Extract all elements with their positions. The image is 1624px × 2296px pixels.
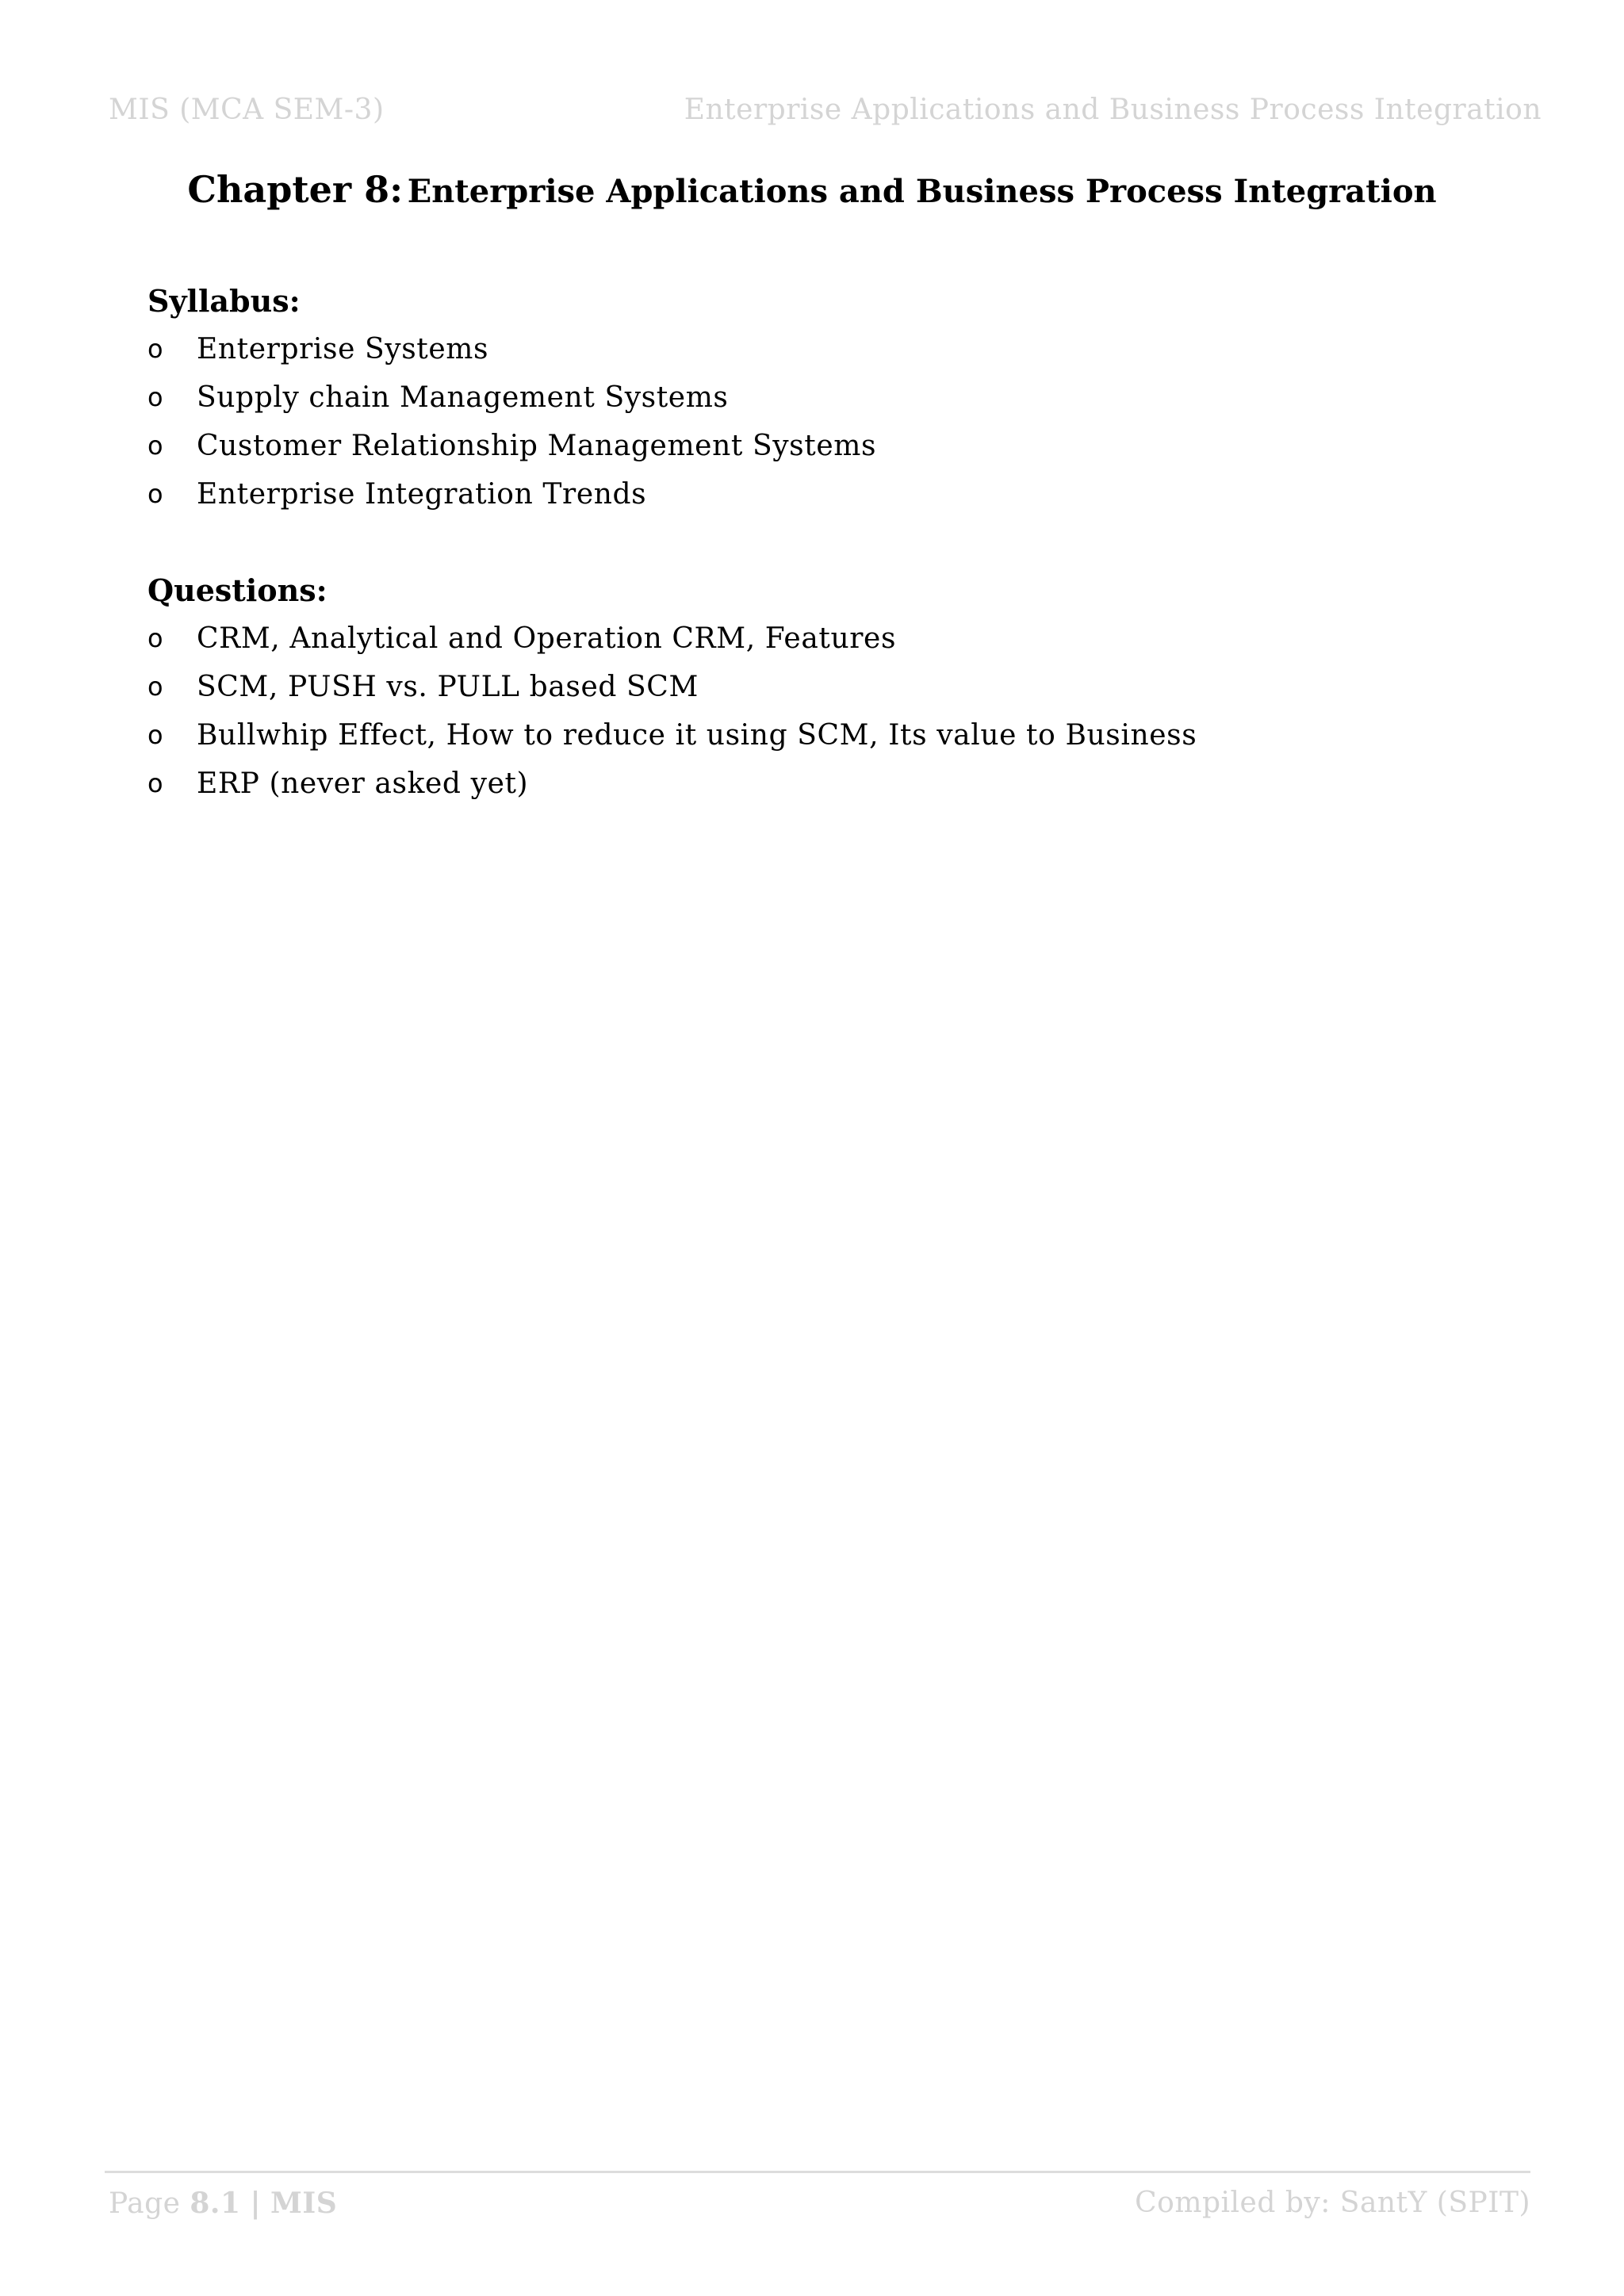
footer-divider xyxy=(105,2171,1530,2173)
footer-separator: | xyxy=(250,2187,262,2220)
circle-bullet-icon: o xyxy=(147,768,164,798)
footer-subject: MIS xyxy=(270,2187,338,2220)
list-item-text: Bullwhip Effect, How to reduce it using SCM, Its value to Business xyxy=(197,719,1197,752)
list-item-text: Enterprise Integration Trends xyxy=(197,478,647,511)
chapter-title xyxy=(0,168,1624,211)
circle-bullet-icon: o xyxy=(147,672,164,702)
list-item xyxy=(147,760,1543,808)
list-item-text: SCM, PUSH vs. PULL based SCM xyxy=(197,671,699,703)
circle-bullet-icon: o xyxy=(147,623,164,653)
circle-bullet-icon: o xyxy=(147,430,164,461)
chapter-name: Enterprise Applications and Business Process Integration xyxy=(407,173,1437,210)
list-item xyxy=(147,470,1543,519)
chapter-number: Chapter 8: xyxy=(187,168,404,211)
circle-bullet-icon: o xyxy=(147,479,164,509)
list-item xyxy=(147,325,1543,373)
circle-bullet-icon: o xyxy=(147,334,164,364)
list-item xyxy=(147,711,1543,760)
header-course: MIS (MCA SEM-3) xyxy=(109,94,385,126)
footer-page-label: Page xyxy=(109,2187,181,2220)
list-item-text: Enterprise Systems xyxy=(197,333,489,365)
list-item-text: Supply chain Management Systems xyxy=(197,381,729,414)
syllabus-heading: Syllabus: xyxy=(147,283,301,319)
list-item-text: CRM, Analytical and Operation CRM, Features xyxy=(197,622,897,655)
list-item-text: Customer Relationship Management Systems xyxy=(197,430,877,462)
list-item-text: ERP (never asked yet) xyxy=(197,767,529,800)
questions-heading: Questions: xyxy=(147,572,327,608)
list-item xyxy=(147,663,1543,711)
list-item xyxy=(147,614,1543,663)
list-item xyxy=(147,373,1543,422)
circle-bullet-icon: o xyxy=(147,382,164,412)
footer-page-info xyxy=(109,2187,337,2220)
page-header xyxy=(109,94,1542,132)
questions-section xyxy=(147,567,1543,808)
header-chapter-title: Enterprise Applications and Business Process Integration xyxy=(684,94,1542,126)
page-footer xyxy=(109,2187,1530,2226)
syllabus-list xyxy=(147,325,1543,519)
footer-page-number: 8.1 xyxy=(190,2187,241,2220)
footer-compiled-by: Compiled by: SantY (SPIT) xyxy=(1135,2187,1530,2219)
questions-list xyxy=(147,614,1543,808)
syllabus-section xyxy=(147,277,1543,519)
circle-bullet-icon: o xyxy=(147,720,164,750)
list-item xyxy=(147,422,1543,470)
